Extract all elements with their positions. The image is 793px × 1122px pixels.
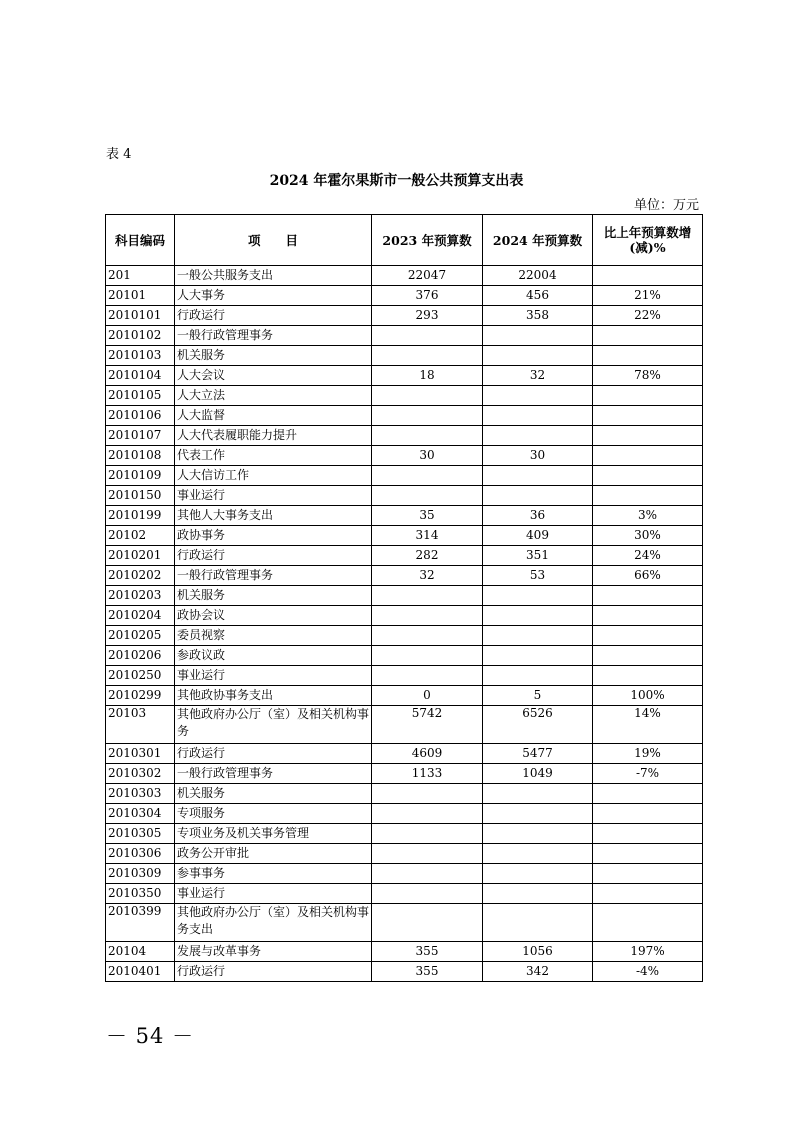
cell-budget-2024: 30 [483,446,593,466]
header-item: 项 目 [175,215,372,266]
cell-change: 66% [593,566,703,586]
cell-budget-2023 [372,586,483,606]
cell-item: 一般行政管理事务 [175,326,372,346]
cell-change [593,804,703,824]
cell-budget-2024: 1056 [483,942,593,962]
cell-item: 委员视察 [175,626,372,646]
cell-change [593,266,703,286]
cell-change [593,466,703,486]
cell-code: 2010309 [106,864,175,884]
cell-code: 2010350 [106,884,175,904]
cell-budget-2024 [483,864,593,884]
cell-budget-2023: 376 [372,286,483,306]
cell-budget-2024 [483,646,593,666]
cell-change [593,426,703,446]
cell-budget-2023 [372,904,483,942]
cell-code: 2010102 [106,326,175,346]
cell-budget-2024 [483,844,593,864]
cell-item: 事业运行 [175,486,372,506]
cell-code: 2010101 [106,306,175,326]
cell-budget-2023: 4609 [372,744,483,764]
cell-budget-2024 [483,626,593,646]
cell-code: 2010199 [106,506,175,526]
cell-budget-2024: 456 [483,286,593,306]
cell-budget-2024 [483,346,593,366]
document-title: 2024 年霍尔果斯市一般公共预算支出表 [269,173,524,189]
table-row [106,446,703,466]
cell-change: 21% [593,286,703,306]
cell-change [593,784,703,804]
cell-code: 2010299 [106,686,175,706]
cell-code: 2010107 [106,426,175,446]
cell-item: 政协会议 [175,606,372,626]
cell-code: 2010305 [106,824,175,844]
table-row [106,666,703,686]
cell-change: 30% [593,526,703,546]
table-row [106,426,703,446]
cell-code: 2010399 [106,904,175,942]
cell-budget-2024 [483,666,593,686]
cell-item: 一般行政管理事务 [175,566,372,586]
table-row [106,686,703,706]
cell-code: 2010109 [106,466,175,486]
table-row [106,646,703,666]
cell-code: 20104 [106,942,175,962]
cell-change [593,346,703,366]
cell-code: 20103 [106,706,175,744]
cell-budget-2024 [483,486,593,506]
cell-change [593,864,703,884]
cell-budget-2024 [483,466,593,486]
cell-code: 2010205 [106,626,175,646]
cell-budget-2024 [483,426,593,446]
cell-code: 2010206 [106,646,175,666]
cell-budget-2023: 30 [372,446,483,466]
table-row [106,626,703,646]
cell-budget-2024: 342 [483,962,593,982]
cell-budget-2024: 6526 [483,706,593,744]
cell-code: 20101 [106,286,175,306]
table-body [106,266,703,982]
cell-budget-2024: 32 [483,366,593,386]
cell-code: 2010105 [106,386,175,406]
table-row [106,486,703,506]
header-budget-2024: 2024 年预算数 [483,215,593,266]
table-row [106,546,703,566]
cell-code: 2010150 [106,486,175,506]
cell-code: 2010303 [106,784,175,804]
header-code: 科目编码 [106,215,175,266]
cell-change [593,844,703,864]
table-row [106,904,703,942]
table-row [106,962,703,982]
cell-budget-2023: 32 [372,566,483,586]
cell-item: 专项服务 [175,804,372,824]
cell-code: 2010250 [106,666,175,686]
cell-item: 代表工作 [175,446,372,466]
cell-budget-2023: 22047 [372,266,483,286]
table-row [106,744,703,764]
table-row [106,844,703,864]
cell-budget-2024 [483,904,593,942]
cell-change: 14% [593,706,703,744]
cell-budget-2023: 282 [372,546,483,566]
cell-budget-2023 [372,426,483,446]
table-row [106,586,703,606]
table-row [106,606,703,626]
budget-table [105,214,703,982]
cell-budget-2023 [372,486,483,506]
cell-budget-2023 [372,864,483,884]
table-row [106,942,703,962]
table-row [106,266,703,286]
cell-change: 24% [593,546,703,566]
cell-budget-2023 [372,666,483,686]
header-budget-2023: 2023 年预算数 [372,215,483,266]
cell-budget-2023 [372,844,483,864]
cell-change [593,586,703,606]
cell-code: 2010401 [106,962,175,982]
cell-change: 100% [593,686,703,706]
cell-budget-2024 [483,606,593,626]
cell-budget-2023: 35 [372,506,483,526]
cell-change: 3% [593,506,703,526]
cell-budget-2023 [372,626,483,646]
cell-item: 人大监督 [175,406,372,426]
table-row [106,526,703,546]
cell-budget-2024 [483,326,593,346]
cell-code: 2010108 [106,446,175,466]
cell-item: 参政议政 [175,646,372,666]
cell-budget-2024: 22004 [483,266,593,286]
cell-budget-2023: 355 [372,962,483,982]
cell-item: 参事事务 [175,864,372,884]
cell-item: 一般公共服务支出 [175,266,372,286]
table-row [106,286,703,306]
cell-item: 发展与改革事务 [175,942,372,962]
cell-budget-2024: 409 [483,526,593,546]
cell-change [593,486,703,506]
cell-code: 2010306 [106,844,175,864]
cell-budget-2023 [372,606,483,626]
cell-change: -4% [593,962,703,982]
header-change: 比上年预算数增(减)% [593,215,703,266]
cell-item: 人大事务 [175,286,372,306]
cell-change: 22% [593,306,703,326]
cell-item: 行政运行 [175,744,372,764]
cell-item: 行政运行 [175,962,372,982]
cell-item: 政协事务 [175,526,372,546]
table-row [106,824,703,844]
cell-budget-2024 [483,824,593,844]
cell-item: 机关服务 [175,346,372,366]
cell-budget-2024 [483,406,593,426]
cell-change [593,646,703,666]
cell-code: 2010302 [106,764,175,784]
cell-code: 2010304 [106,804,175,824]
cell-budget-2024: 358 [483,306,593,326]
cell-budget-2024: 5477 [483,744,593,764]
cell-change: 19% [593,744,703,764]
cell-code: 2010104 [106,366,175,386]
cell-item: 人大代表履职能力提升 [175,426,372,446]
cell-budget-2023 [372,346,483,366]
cell-change [593,884,703,904]
cell-budget-2023 [372,386,483,406]
cell-budget-2023 [372,326,483,346]
table-row [106,346,703,366]
cell-budget-2023 [372,884,483,904]
cell-code: 2010202 [106,566,175,586]
cell-item: 行政运行 [175,306,372,326]
cell-code: 2010203 [106,586,175,606]
cell-code: 2010201 [106,546,175,566]
table-row [106,326,703,346]
cell-budget-2023 [372,784,483,804]
cell-change [593,824,703,844]
cell-budget-2024: 36 [483,506,593,526]
table-row [106,784,703,804]
cell-change [593,446,703,466]
table-header-row [106,215,703,266]
cell-code: 2010106 [106,406,175,426]
cell-budget-2024 [483,804,593,824]
cell-budget-2023: 5742 [372,706,483,744]
cell-change: -7% [593,764,703,784]
cell-item: 人大会议 [175,366,372,386]
unit-label: 单位：万元 [633,198,699,213]
page-number: － 54 － [106,1024,195,1048]
cell-budget-2024 [483,586,593,606]
cell-budget-2023 [372,804,483,824]
cell-change: 78% [593,366,703,386]
cell-code: 2010103 [106,346,175,366]
cell-item: 其他人大事务支出 [175,506,372,526]
cell-item: 其他政府办公厅（室）及相关机构事务支出 [175,904,372,942]
cell-budget-2024: 1049 [483,764,593,784]
cell-change [593,626,703,646]
cell-budget-2024 [483,884,593,904]
cell-item: 政务公开审批 [175,844,372,864]
cell-budget-2023: 293 [372,306,483,326]
table-row [106,466,703,486]
cell-item: 一般行政管理事务 [175,764,372,784]
cell-change [593,666,703,686]
cell-code: 2010301 [106,744,175,764]
table-row [106,406,703,426]
cell-item: 其他政府办公厅（室）及相关机构事务 [175,706,372,744]
cell-item: 其他政协事务支出 [175,686,372,706]
cell-budget-2023: 355 [372,942,483,962]
cell-budget-2023: 1133 [372,764,483,784]
cell-budget-2023 [372,466,483,486]
table-row [106,884,703,904]
cell-budget-2023: 314 [372,526,483,546]
cell-change [593,904,703,942]
cell-budget-2023 [372,824,483,844]
cell-item: 行政运行 [175,546,372,566]
cell-item: 专项业务及机关事务管理 [175,824,372,844]
table-row [106,804,703,824]
table-row [106,386,703,406]
cell-budget-2023: 18 [372,366,483,386]
table-row [106,506,703,526]
cell-budget-2024 [483,784,593,804]
cell-change [593,386,703,406]
cell-item: 事业运行 [175,666,372,686]
cell-budget-2023 [372,406,483,426]
table-label: 表 4 [106,147,132,162]
cell-budget-2024 [483,386,593,406]
table-row [106,366,703,386]
table-row [106,864,703,884]
cell-item: 人大信访工作 [175,466,372,486]
table-row [106,566,703,586]
cell-change [593,326,703,346]
cell-budget-2024: 5 [483,686,593,706]
table-row [106,706,703,744]
cell-item: 机关服务 [175,586,372,606]
cell-budget-2023: 0 [372,686,483,706]
cell-code: 20102 [106,526,175,546]
cell-change [593,606,703,626]
cell-budget-2023 [372,646,483,666]
cell-change: 197% [593,942,703,962]
cell-item: 人大立法 [175,386,372,406]
cell-code: 201 [106,266,175,286]
table-row [106,306,703,326]
cell-change [593,406,703,426]
cell-code: 2010204 [106,606,175,626]
cell-item: 机关服务 [175,784,372,804]
cell-budget-2024: 351 [483,546,593,566]
cell-item: 事业运行 [175,884,372,904]
table-row [106,764,703,784]
cell-budget-2024: 53 [483,566,593,586]
